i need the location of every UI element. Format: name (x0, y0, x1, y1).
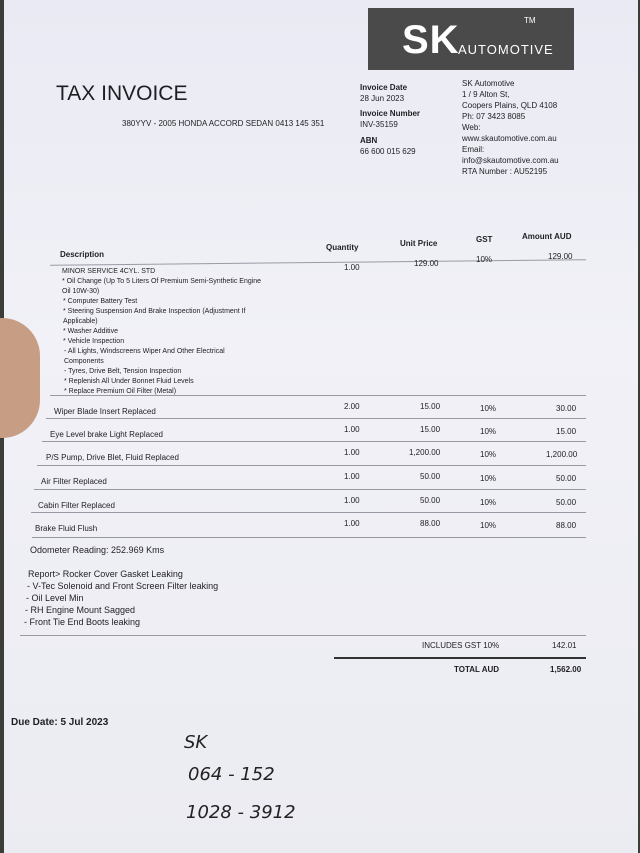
company-line: 1 / 9 Alton St, (462, 90, 510, 99)
item-description: Eye Level brake Light Replaced (50, 430, 163, 439)
company-line: Web: (462, 123, 481, 132)
total-rule (334, 657, 586, 659)
header-unit-price: Unit Price (400, 239, 438, 248)
item-unit-price: 15.00 (420, 402, 441, 411)
totals-divider (20, 635, 586, 636)
invoice-number-value: INV-35159 (360, 120, 398, 129)
service-line: Components (64, 358, 104, 365)
report-line: - V-Tec Solenoid and Front Screen Filter leaking (27, 581, 219, 591)
item-description: P/S Pump, Drive Blet, Fluid Replaced (46, 453, 179, 462)
item-quantity: 1.00 (344, 519, 360, 528)
row-divider (46, 418, 586, 419)
logo-sub: AUTOMOTIVE (458, 42, 554, 57)
service-line: - All Lights, Windscreens Wiper And Other Electrical (64, 348, 225, 355)
includes-gst-value: 142.01 (552, 641, 577, 650)
service-amount: 129.00 (548, 252, 573, 261)
report-line: Report> Rocker Cover Gasket Leaking (28, 569, 183, 579)
invoice-date-value: 28 Jun 2023 (360, 94, 405, 103)
handwritten-note-1: SK (184, 732, 208, 753)
row-divider (32, 537, 586, 538)
company-logo (368, 8, 574, 70)
header-amount: Amount AUD (522, 232, 572, 241)
item-gst: 10% (480, 498, 497, 507)
company-line: Email: (462, 145, 485, 154)
item-quantity: 1.00 (344, 496, 360, 505)
logo-main: SK (402, 18, 460, 62)
service-line: Oil 10W-30) (62, 288, 100, 295)
report-line: - RH Engine Mount Sagged (25, 605, 136, 615)
service-qty: 1.00 (344, 263, 360, 272)
thumb (0, 318, 40, 438)
report-line: - Oil Level Min (26, 593, 84, 603)
includes-gst-label: INCLUDES GST 10% (422, 641, 500, 650)
service-price: 129.00 (414, 259, 439, 268)
company-line: Coopers Plains, QLD 4108 (462, 101, 558, 110)
abn-value: 66 600 015 629 (360, 147, 416, 156)
header-quantity: Quantity (326, 243, 359, 252)
item-quantity: 1.00 (344, 425, 360, 434)
item-gst: 10% (480, 427, 497, 436)
service-gst: 10% (476, 255, 493, 264)
header-gst: GST (476, 235, 493, 244)
service-line: * Steering Suspension And Brake Inspection (Adjustment If (63, 308, 246, 315)
item-description: Wiper Blade Insert Replaced (54, 407, 156, 416)
item-quantity: 1.00 (344, 472, 360, 481)
service-line: * Vehicle Inspection (63, 338, 125, 345)
row-divider (37, 465, 586, 466)
service-line: Applicable) (63, 318, 98, 325)
abn-label: ABN (360, 136, 378, 145)
item-description: Air Filter Replaced (41, 477, 107, 486)
item-amount: 50.00 (556, 498, 577, 507)
vehicle-info: 380YYV - 2005 HONDA ACCORD SEDAN 0413 145 351 (122, 119, 325, 128)
header-divider (50, 259, 586, 266)
invoice-paper (4, 0, 638, 853)
item-amount: 1,200.00 (546, 450, 578, 459)
item-gst: 10% (480, 474, 497, 483)
item-quantity: 1.00 (344, 448, 360, 457)
row-divider (31, 512, 586, 513)
report-line: - Front Tie End Boots leaking (24, 617, 141, 627)
item-amount: 15.00 (556, 427, 577, 436)
item-gst: 10% (480, 404, 497, 413)
company-line: SK Automotive (462, 79, 515, 88)
total-value: 1,562.00 (550, 665, 582, 674)
row-divider (42, 441, 586, 442)
service-line: * Replenish All Under Bonnet Fluid Levels (64, 378, 194, 385)
company-line: info@skautomotive.com.au (462, 156, 559, 165)
item-quantity: 2.00 (344, 402, 360, 411)
item-description: Cabin Filter Replaced (38, 501, 115, 510)
page-title: TAX INVOICE (56, 82, 188, 105)
invoice-number-label: Invoice Number (360, 109, 421, 118)
item-gst: 10% (480, 521, 497, 530)
service-line: * Replace Premium Oil Filter (Metal) (64, 388, 177, 395)
service-line: * Washer Additive (63, 328, 118, 335)
item-amount: 88.00 (556, 521, 577, 530)
header-description: Description (60, 250, 105, 259)
handwritten-note-2: 064 - 152 (188, 764, 275, 785)
invoice-date-label: Invoice Date (360, 83, 408, 92)
company-line: RTA Number : AU52195 (462, 167, 548, 176)
company-line: www.skautomotive.com.au (462, 134, 557, 143)
item-unit-price: 15.00 (420, 425, 441, 434)
row-divider (34, 489, 586, 490)
logo-trademark: TM (524, 16, 536, 25)
total-label: TOTAL AUD (454, 665, 500, 674)
service-line: * Oil Change (Up To 5 Liters Of Premium Semi-Synthetic Engine (62, 278, 262, 285)
due-date: Due Date: 5 Jul 2023 (11, 717, 109, 728)
company-line: Ph: 07 3423 8085 (462, 112, 526, 121)
item-unit-price: 88.00 (420, 519, 441, 528)
service-line: * Computer Battery Test (63, 298, 138, 305)
handwritten-note-3: 1028 - 3912 (186, 802, 296, 823)
service-line: MINOR SERVICE 4CYL. STD (62, 268, 156, 275)
item-gst: 10% (480, 450, 497, 459)
service-line: - Tyres, Drive Belt, Tension Inspection (64, 368, 182, 375)
item-unit-price: 1,200.00 (409, 448, 441, 457)
row-divider (50, 395, 586, 396)
item-amount: 30.00 (556, 404, 577, 413)
item-unit-price: 50.00 (420, 472, 441, 481)
item-amount: 50.00 (556, 474, 577, 483)
item-unit-price: 50.00 (420, 496, 441, 505)
item-description: Brake Fluid Flush (35, 524, 98, 533)
odometer-reading: Odometer Reading: 252.969 Kms (30, 545, 165, 555)
